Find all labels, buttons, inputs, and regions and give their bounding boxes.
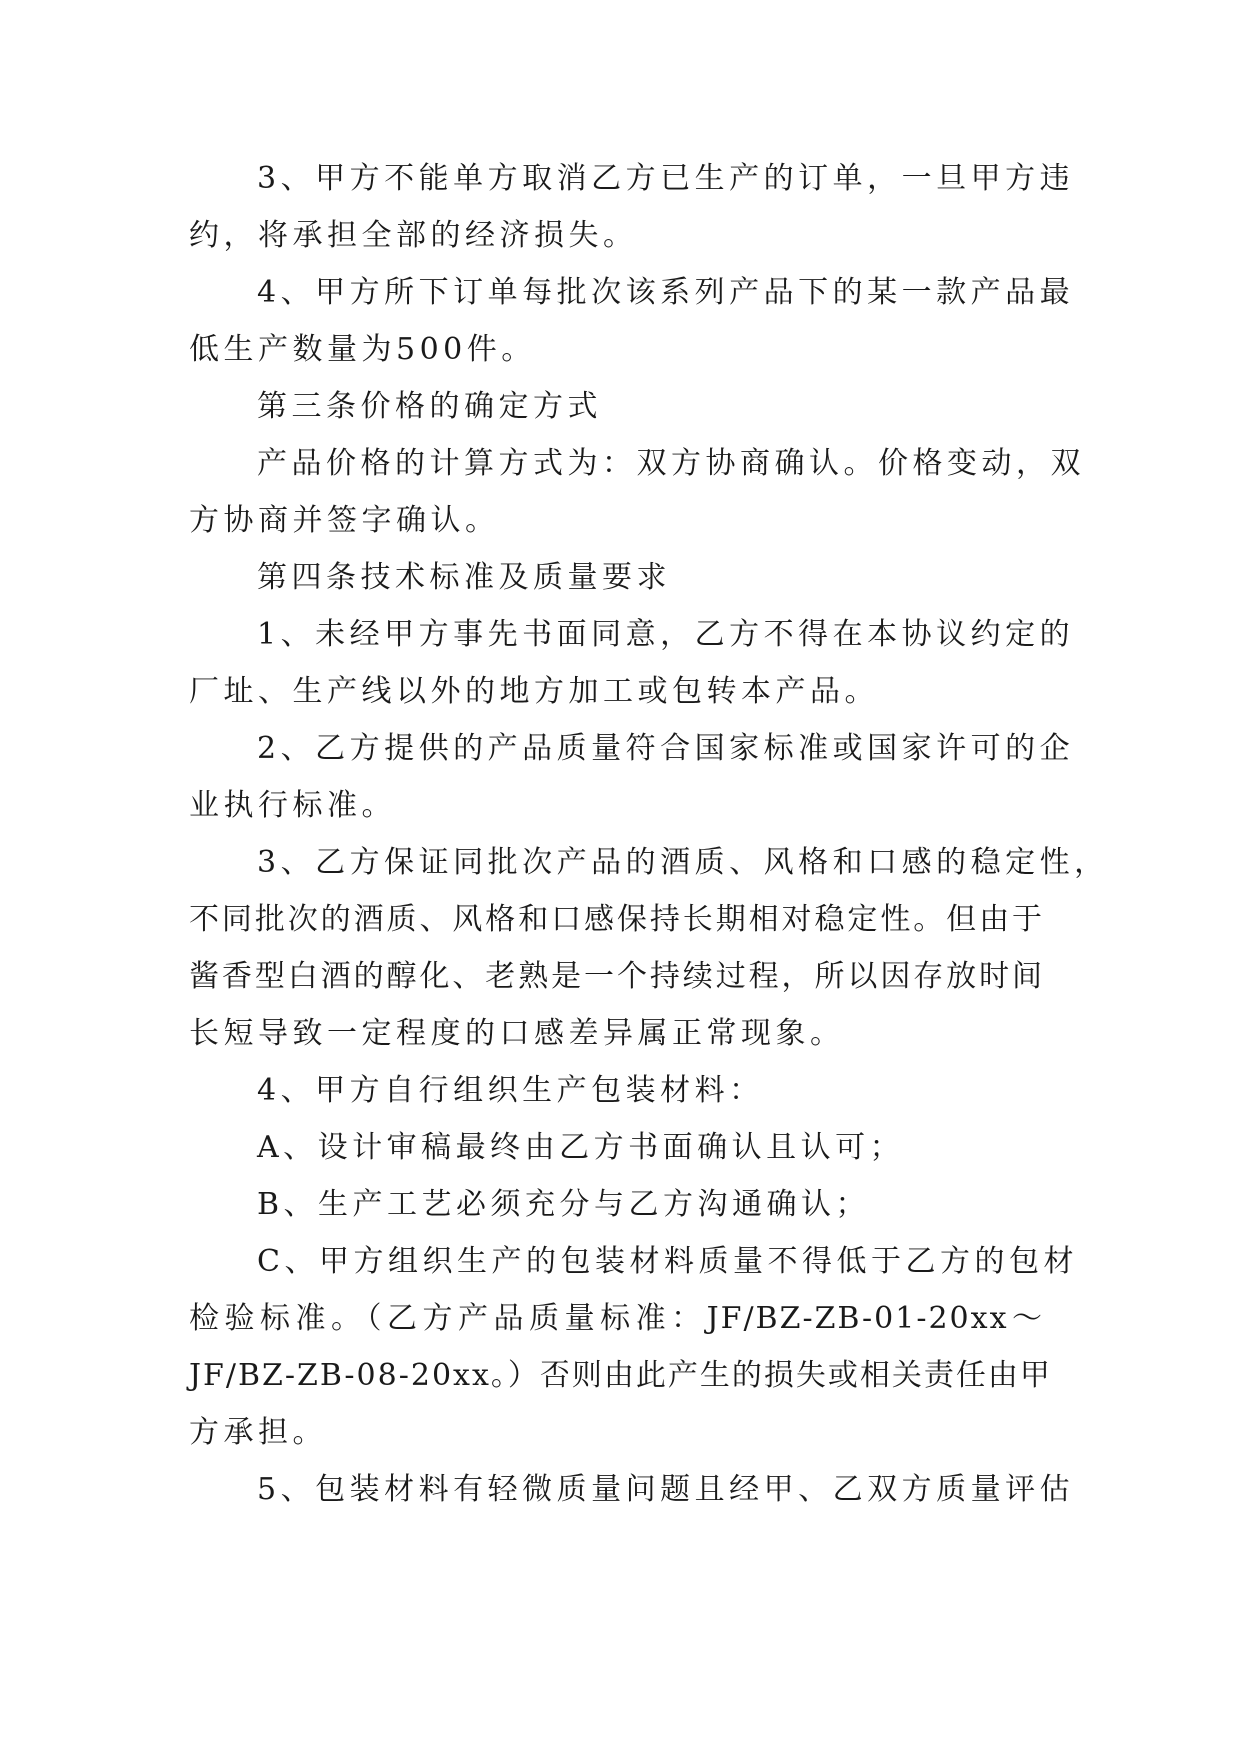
paragraph-line: 厂址、生产线以外的地方加工或包转本产品。: [189, 674, 879, 709]
paragraph-line: 2、乙方提供的产品质量符合国家标准或国家许可的企: [257, 731, 1075, 766]
document-body: [189, 161, 1109, 1529]
paragraph-line: 方协商并签字确认。: [189, 503, 500, 538]
paragraph-line: C、甲方组织生产的包装材料质量不得低于乙方的包材: [257, 1244, 1078, 1279]
paragraph-line: 方承担。: [189, 1415, 327, 1450]
paragraph-line: 酱香型白酒的醇化、老熟是一个持续过程，所以因存放时间: [189, 959, 1044, 994]
paragraph-line: A、设计审稿最终由乙方书面确认且认可；: [257, 1130, 905, 1165]
paragraph-line: 1、未经甲方事先书面同意，乙方不得在本协议约定的: [257, 617, 1075, 652]
paragraph-line: 4、甲方所下订单每批次该系列产品下的某一款产品最: [257, 275, 1075, 310]
paragraph-line: 不同批次的酒质、风格和口感保持长期相对稳定性。但由于: [189, 902, 1044, 937]
paragraph-line: 低生产数量为500件。: [189, 332, 536, 367]
paragraph-line: 产品价格的计算方式为：双方协商确认。价格变动，双: [257, 446, 1085, 481]
section-heading: 第四条技术标准及质量要求: [257, 560, 671, 595]
paragraph-line: 约，将承担全部的经济损失。: [189, 218, 638, 253]
paragraph-line: 长短导致一定程度的口感差异属正常现象。: [189, 1016, 845, 1051]
section-heading: 第三条价格的确定方式: [257, 389, 602, 424]
paragraph-line: 5、包装材料有轻微质量问题且经甲、乙双方质量评估: [257, 1472, 1075, 1507]
paragraph-line: JF/BZ-ZB-08-20xx。）否则由此产生的损失或相关责任由甲: [189, 1358, 1052, 1393]
paragraph-line: 业执行标准。: [189, 788, 396, 823]
paragraph-line: B、生产工艺必须充分与乙方沟通确认；: [257, 1187, 871, 1222]
paragraph-line: 4、甲方自行组织生产包装材料：: [257, 1073, 764, 1108]
paragraph-line: 3、乙方保证同批次产品的酒质、风格和口感的稳定性，: [257, 845, 1109, 880]
paragraph-line: 检验标准。（乙方产品质量标准：JF/BZ-ZB-01-20xx～: [189, 1301, 1044, 1336]
paragraph-line: 3、甲方不能单方取消乙方已生产的订单，一旦甲方违: [257, 161, 1075, 196]
